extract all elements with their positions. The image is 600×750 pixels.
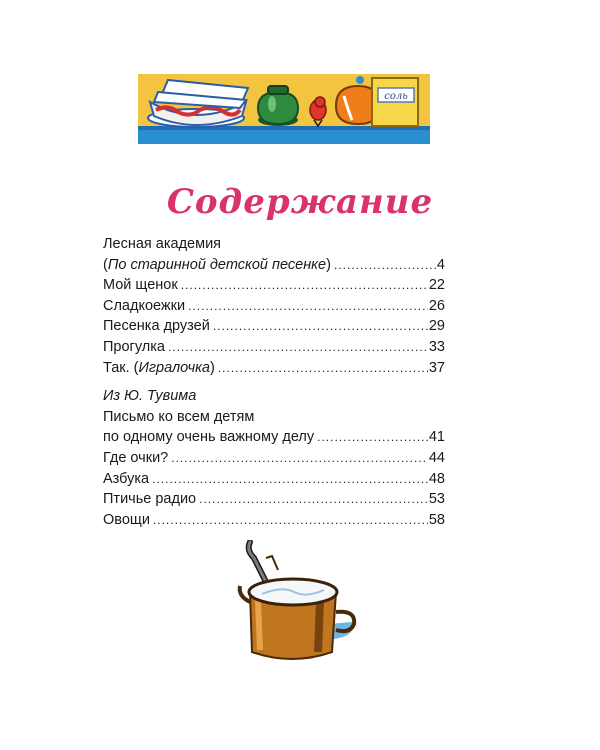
leader-dots bbox=[213, 319, 428, 333]
page-number: 48 bbox=[428, 470, 445, 487]
page-number: 41 bbox=[428, 429, 445, 446]
toc-entry[interactable]: Прогулка ..... 33 bbox=[103, 339, 445, 360]
leader-dots bbox=[181, 278, 428, 292]
leader-dots bbox=[171, 451, 428, 465]
toc-entry[interactable]: Песенка друзей ..... 29 bbox=[103, 318, 445, 339]
toc-entry[interactable]: по одному очень важному делу ..... 41 bbox=[103, 429, 445, 450]
leader-dots bbox=[153, 513, 428, 527]
toc-entry[interactable]: Азбука ..... 48 bbox=[103, 471, 445, 492]
toc-entry[interactable]: Где очки? ..... 44 bbox=[103, 450, 445, 471]
page-number: 58 bbox=[428, 511, 445, 528]
toc-entry[interactable]: Птичье радио ..... 53 bbox=[103, 491, 445, 512]
page-number: 29 bbox=[428, 318, 445, 335]
toc-entry-line: Лесная академия bbox=[103, 236, 222, 252]
page-number: 33 bbox=[428, 338, 445, 355]
page-number: 44 bbox=[428, 449, 445, 466]
cooking-pot-illustration bbox=[232, 540, 367, 672]
page-number: 37 bbox=[428, 359, 445, 376]
salt-box-icon bbox=[372, 78, 418, 126]
page-number: 22 bbox=[428, 277, 445, 294]
leader-dots bbox=[317, 430, 428, 444]
toc-entry-line: Письмо ко всем детям bbox=[103, 408, 255, 425]
section-heading: Из Ю. Тувима bbox=[103, 388, 197, 405]
toc-entry[interactable]: Так. (Игралочка) ..... 37 bbox=[103, 360, 445, 381]
toc-entry[interactable]: (По старинной детской песенке) ..... 4 bbox=[103, 257, 445, 278]
toc-entry[interactable]: Мой щенок ..... 22 bbox=[103, 277, 445, 298]
page-number: 4 bbox=[436, 256, 445, 273]
leader-dots bbox=[334, 258, 436, 272]
shelf-illustration bbox=[138, 66, 430, 148]
page-title: Содержание bbox=[166, 182, 434, 222]
toc-entry[interactable]: Сладкоежки ..... 26 bbox=[103, 298, 445, 319]
table-of-contents bbox=[103, 236, 445, 532]
page-number: 26 bbox=[428, 297, 445, 314]
leader-dots bbox=[199, 492, 428, 506]
page-number: 53 bbox=[428, 491, 445, 508]
leader-dots bbox=[218, 361, 428, 375]
leader-dots bbox=[188, 299, 428, 313]
leader-dots bbox=[168, 340, 428, 354]
toc-entry[interactable]: Овощи ..... 58 bbox=[103, 512, 445, 533]
leader-dots bbox=[152, 472, 428, 486]
salt-label: соль bbox=[384, 91, 408, 102]
